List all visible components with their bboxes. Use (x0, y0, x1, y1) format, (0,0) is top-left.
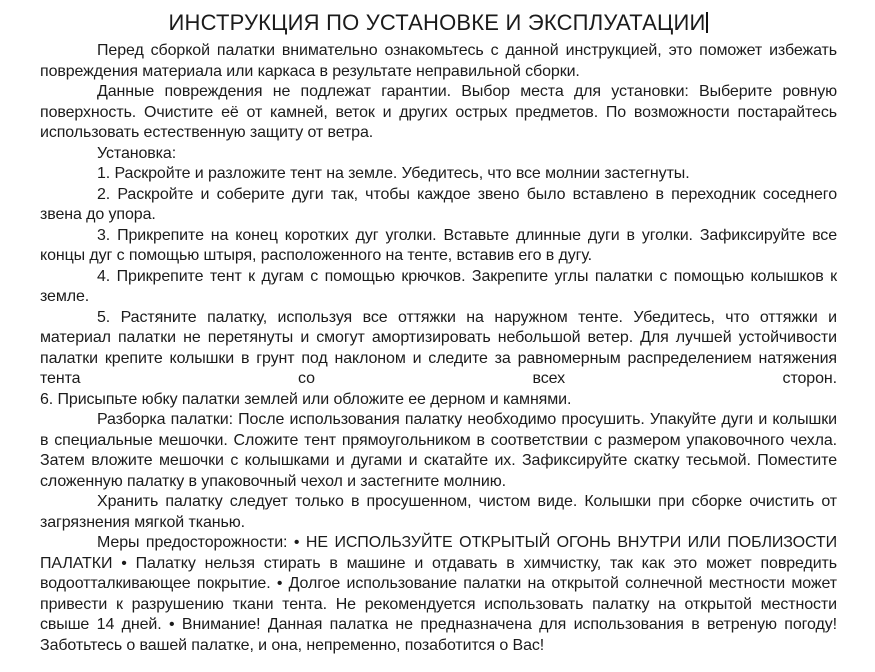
paragraph-container (40, 41, 837, 656)
paragraph: 1. Раскройте и разложите тент на земле. Убедитесь, что все молнии застегнуты. (97, 165, 690, 182)
paragraph: 2. Раскройте и соберите дуги так, чтобы каждое звено было вставлено в переходник соседнего звена до упора. (40, 185, 837, 223)
document-title-text: ИНСТРУКЦИЯ ПО УСТАНОВКЕ И ЭКСПЛУАТАЦИИ (168, 10, 706, 35)
paragraph: 6. Присыпьте юбку палатки землей или обложите ее дерном и камнями. (40, 390, 572, 408)
paragraph: Установка: (97, 144, 177, 162)
paragraph: 4. Прикрепите тент к дугам с помощью крючков. Закрепите углы палатки с помощью колышков к земле. (40, 267, 837, 305)
paragraph: 5. Растяните палатку, используя все оттяжки на наружном тенте. Убедитесь, что оттяжки и материал палатки не перетянуты и смогут амортизировать небольшой ветер. Для лучшей устойчивости палатки крепите колышки в грунт под наклоном и следите за равномерным распределением натяжения тента со всех сторон. (40, 308, 837, 387)
text-cursor-icon (706, 12, 708, 33)
document-title (40, 9, 837, 36)
paragraph: Разборка палатки: После использования палатку необходимо просушить. Упакуйте дуги и колышки в специальные мешочки. Сложите тент прямоугольником в соответствии с размером упаковочного чехла. Затем вложите мешочки с колышками и дугами и скатайте их. Зафиксируйте скатку тесьмой. Поместите сложенную палатку в упаковочный чехол и застегните молнию. (40, 411, 837, 490)
paragraph: 3. Прикрепите на конец коротких дуг уголки. Вставьте длинные дуги в уголки. Зафиксируйте все концы дуг с помощью штыря, расположенного на тенте, вставив его в дугу. (40, 226, 837, 264)
paragraph: Перед сборкой палатки внимательно ознакомьтесь с данной инструкцией, это поможет избежать повреждения материала или каркаса в результате неправильной сборки. (40, 42, 837, 80)
paragraph: Хранить палатку следует только в просушенном, чистом виде. Колышки при сборке очистить от загрязнения мягкой тканью. (40, 493, 837, 531)
paragraph: Данные повреждения не подлежат гарантии. Выбор места для установки: Выберите ровную поверхность. Очистите её от камней, веток и других острых предметов. По возможности постарайтесь использовать естественную защиту от ветра. (40, 83, 837, 141)
paragraph: Меры предосторожности: • НЕ ИСПОЛЬЗУЙТЕ ОТКРЫТЫЙ ОГОНЬ ВНУТРИ ИЛИ ПОБЛИЗОСТИ ПАЛАТКИ • Палатку нельзя стирать в машине и отдавать в химчистку, так как это может повредить водоотталкивающее покрытие. • Долгое использование палатки на открытой солнечной местности может привести к разрушению ткани тента. Не рекомендуется использовать палатку на открытой местности свыше 14 дней. • Внимание! Данная палатка не предназначена для использования в ветреную погоду! Заботьтесь о вашей палатке, и она, непременно, позаботится о Вас! (40, 534, 837, 654)
